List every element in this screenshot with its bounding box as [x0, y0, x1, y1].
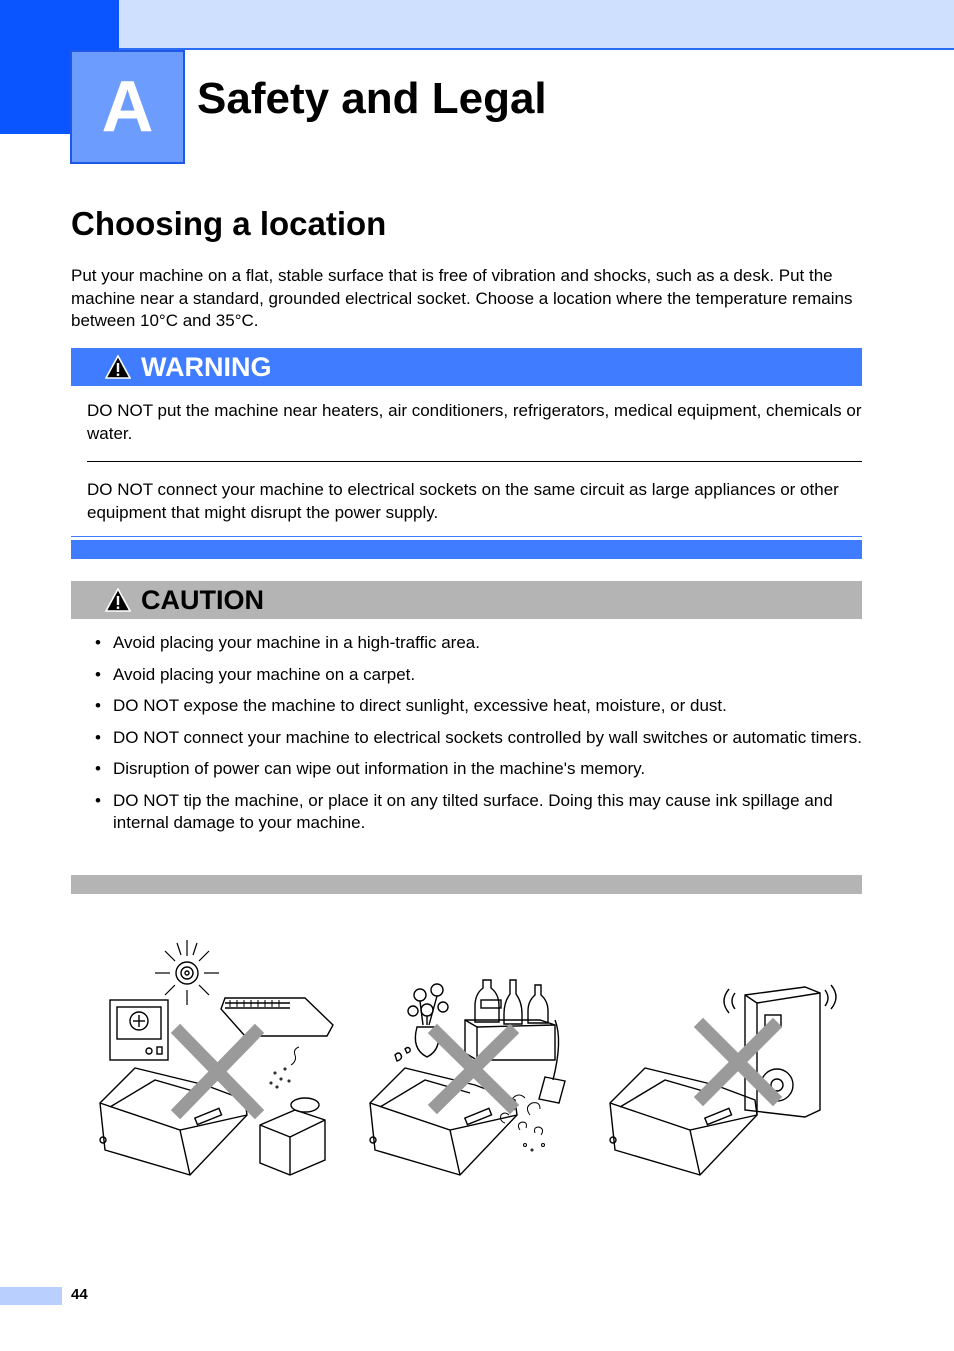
caution-banner — [71, 581, 862, 619]
illustration-water-chemicals — [365, 935, 590, 1185]
caution-item: • DO NOT tip the machine, or place it on any tilted surface. Doing this may cause ink spillage and internal damage to your machine. — [95, 790, 865, 834]
warning-divider — [87, 461, 862, 462]
caution-item: • Avoid placing your machine in a high-traffic area. — [95, 632, 865, 654]
illustration-heat-sources — [95, 935, 340, 1185]
page-tab — [0, 1287, 62, 1305]
section-intro: Put your machine on a flat, stable surface that is free of vibration and shocks, such as a desk. Put the machine near a standard, grounded electrical socket. Choose a location where the temperature remains between 10°C and 35°C. — [71, 266, 853, 330]
caution-item: • DO NOT expose the machine to direct sunlight, excessive heat, moisture, or dust. — [95, 695, 865, 717]
caution-bottom-bar — [71, 875, 862, 894]
warning-item: DO NOT connect your machine to electrical sockets on the same circuit as large appliances or other equipment that might disrupt the power supply. — [87, 480, 839, 522]
caution-list — [95, 632, 865, 843]
warning-item: DO NOT put the machine near heaters, air conditioners, refrigerators, medical equipment, chemicals or water. — [87, 401, 862, 443]
section-title: Choosing a location — [71, 205, 387, 242]
page-number: 44 — [71, 1286, 88, 1303]
warning-label: WARNING — [141, 351, 272, 382]
caution-label: CAUTION — [141, 584, 264, 615]
illustration-speaker — [605, 935, 840, 1185]
warning-bottom-rule — [71, 536, 862, 537]
chapter-title: Safety and Legal — [197, 74, 547, 123]
caution-item: • Avoid placing your machine on a carpet. — [95, 664, 865, 686]
header-band — [119, 0, 954, 50]
printer-near-water-chemicals-dust-icon — [365, 935, 590, 1185]
caution-item: • DO NOT connect your machine to electrical sockets controlled by wall switches or automatic timers. — [95, 727, 865, 749]
warning-triangle-icon — [105, 355, 131, 379]
printer-near-heater-sun-aircon-humidifier-icon — [95, 935, 340, 1185]
caution-item: • Disruption of power can wipe out information in the machine's memory. — [95, 758, 865, 780]
warning-bottom-bar — [71, 540, 862, 559]
chapter-letter-box — [70, 50, 185, 164]
chapter-letter: A — [101, 67, 154, 147]
printer-near-loudspeaker-icon — [605, 935, 840, 1185]
caution-triangle-icon — [105, 588, 131, 612]
warning-banner — [71, 348, 862, 386]
